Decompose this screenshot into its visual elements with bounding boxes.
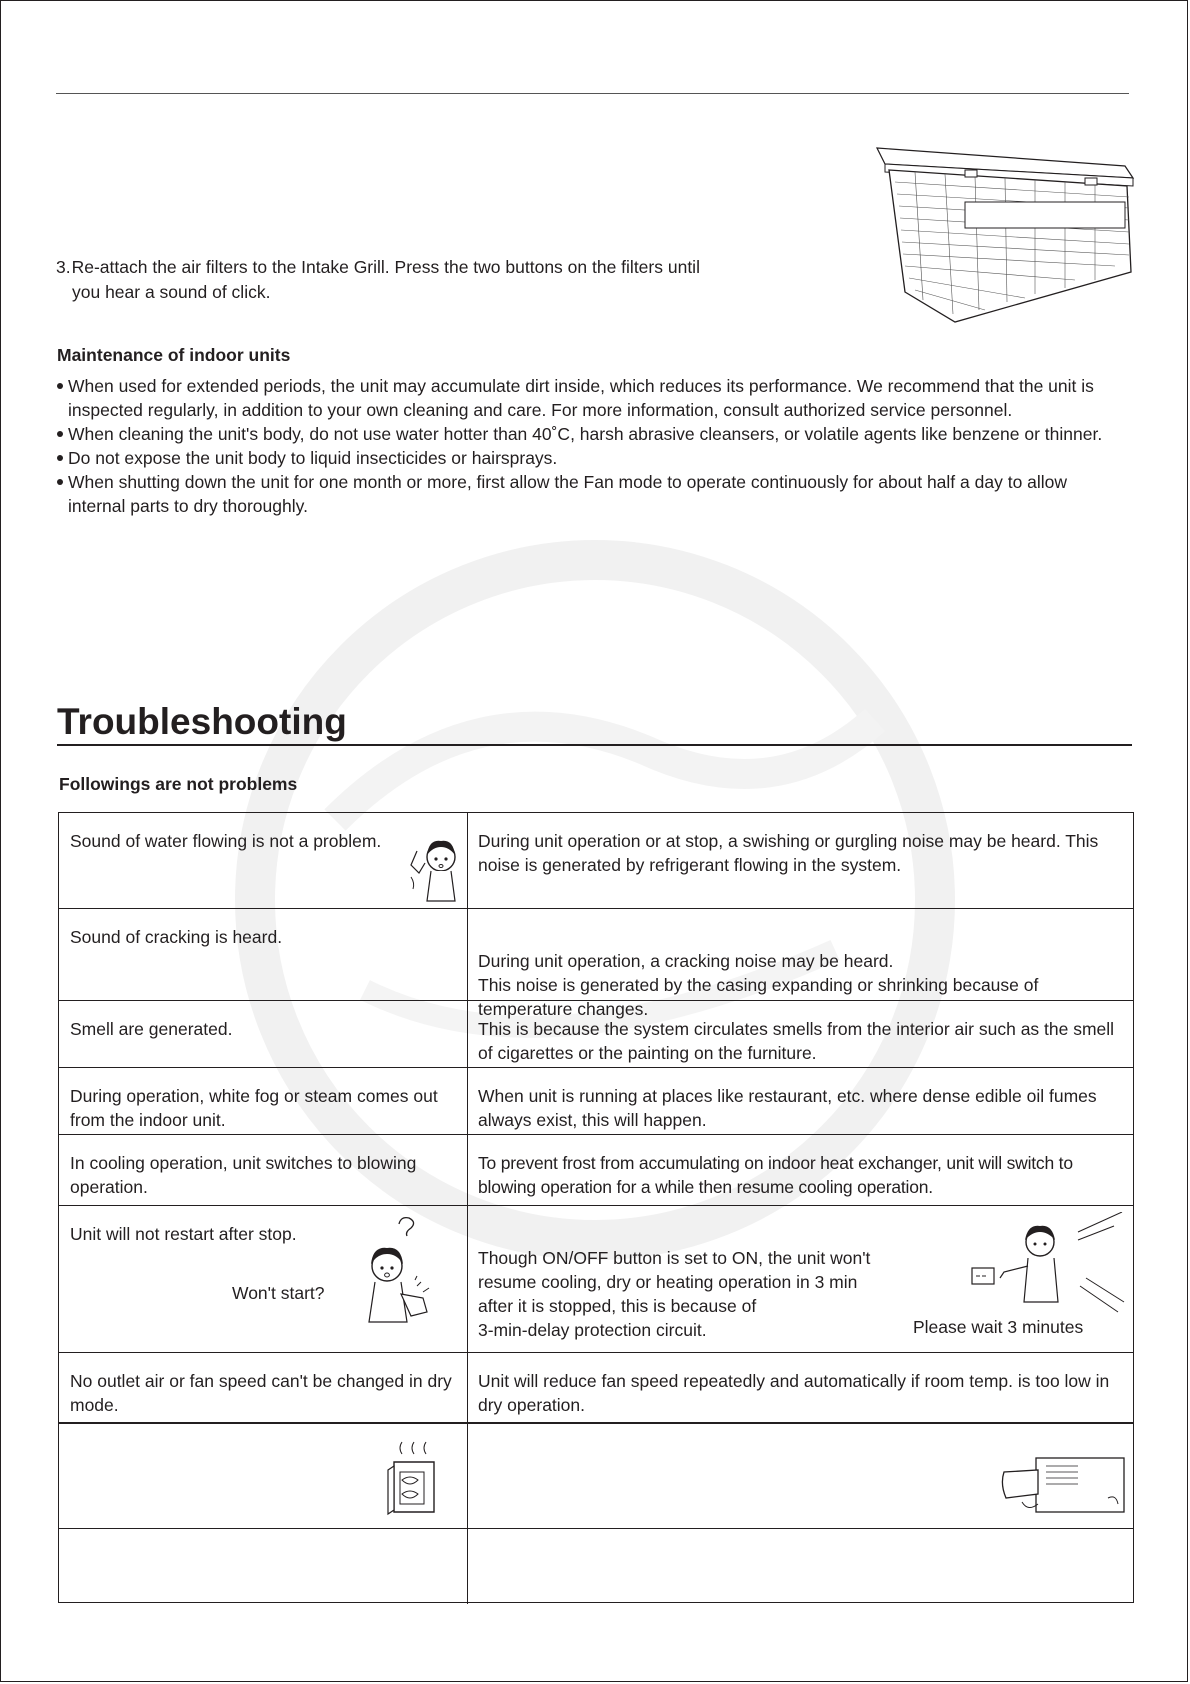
table-row xyxy=(59,1001,1133,1068)
explanation-text: When unit is running at places like restaurant, etc. where dense edible oil fumes always exist, this will happen. xyxy=(478,1086,1097,1130)
maintenance-bullet: When used for extended periods, the unit may accumulate dirt inside, which reduces its performance. We recommend that the unit is inspected regularly, in addition to your own cleaning and care. For more information, consult authorized service personnel. xyxy=(57,374,1113,422)
symptom-cell xyxy=(59,1001,468,1067)
indoor-unit-icon xyxy=(998,1454,1128,1518)
table-row xyxy=(59,1529,1133,1604)
table-row xyxy=(59,1353,1133,1423)
explanation-text: During unit operation or at stop, a swishing or gurgling noise may be heard. This noise is generated by refrigerant flowing in the system. xyxy=(478,831,1099,875)
symptom-cell xyxy=(59,1353,468,1422)
maintenance-bullet: When shutting down the unit for one month or more, first allow the Fan mode to operate continuously for about half a day to allow internal parts to dry thoroughly. xyxy=(57,470,1113,518)
explanation-cell xyxy=(468,813,1133,908)
explanation-text: To prevent frost from accumulating on indoor heat exchanger, unit will switch to blowing operation for a while then resume cooling operation. xyxy=(478,1153,1073,1197)
explanation-text: Unit will reduce fan speed repeatedly and automatically if room temp. is too low in dry operation. xyxy=(478,1371,1110,1415)
symptom-cell xyxy=(59,1424,468,1528)
explanation-text: Though ON/OFF button is set to ON, the unit won't resume cooling, dry or heating operation in 3 min after it is stopped, this is because of 3-min-delay protection circuit. xyxy=(478,1248,871,1340)
symptom-cell xyxy=(59,1206,468,1352)
steaming-unit-icon xyxy=(384,1440,444,1520)
explanation-text: This is because the system circulates smells from the interior air such as the smell of cigarettes or the painting on the furniture. xyxy=(478,1019,1115,1063)
symptom-cell xyxy=(59,909,468,1000)
troubleshooting-table xyxy=(58,812,1134,1603)
symptom-cell xyxy=(59,813,468,908)
explanation-cell xyxy=(468,909,1133,1019)
symptom-text: In cooling operation, unit switches to blowing operation. xyxy=(70,1153,417,1197)
explanation-cell xyxy=(468,1529,1133,1604)
table-row xyxy=(59,1206,1133,1353)
header-rule xyxy=(56,93,1129,94)
maintenance-bullet: Do not expose the unit body to liquid insecticides or hairsprays. xyxy=(57,446,1113,470)
table-row xyxy=(59,1423,1133,1529)
symptom-text: No outlet air or fan speed can't be changed in dry mode. xyxy=(70,1371,452,1415)
please-wait-caption: Please wait 3 minutes xyxy=(913,1317,1084,1337)
explanation-cell xyxy=(468,1206,1133,1352)
symptom-text: Unit will not restart after stop. xyxy=(70,1224,297,1244)
troubleshooting-title: Troubleshooting xyxy=(57,701,347,742)
troubleshooting-rule xyxy=(57,744,1132,746)
maintenance-bullet-list xyxy=(57,374,1113,518)
explanation-cell xyxy=(468,1424,1133,1528)
table-row xyxy=(59,813,1133,909)
wont-start-caption: Won't start? xyxy=(232,1283,325,1303)
table-row xyxy=(59,1135,1133,1206)
filter-step-3 xyxy=(56,255,818,305)
symptom-text: Sound of water flowing is not a problem. xyxy=(70,831,382,851)
symptom-text: During operation, white fog or steam comes out from the indoor unit. xyxy=(70,1086,438,1130)
symptom-cell xyxy=(59,1529,468,1604)
girl-pressing-remote-icon xyxy=(968,1212,1128,1314)
symptom-text: Smell are generated. xyxy=(70,1019,233,1039)
maintenance-bullet: When cleaning the unit's body, do not use water hotter than 40˚C, harsh abrasive cleansers, or volatile agents like benzene or thinner. xyxy=(57,422,1113,446)
symptom-text: Sound of cracking is heard. xyxy=(70,927,283,947)
table-row xyxy=(59,1068,1133,1135)
girl-listening-icon xyxy=(407,833,465,907)
step-text: Re-attach the air filters to the Intake Grill. Press the two buttons on the filters until xyxy=(71,257,700,277)
troubleshooting-subtitle: Followings are not problems xyxy=(59,774,298,794)
explanation-cell xyxy=(468,1068,1133,1134)
table-row xyxy=(59,909,1133,1019)
step-text-continuation: you hear a sound of click. xyxy=(72,282,271,302)
symptom-cell xyxy=(59,1068,468,1134)
step-number: 3. xyxy=(56,257,71,277)
explanation-cell xyxy=(468,1353,1133,1422)
explanation-cell xyxy=(468,1135,1133,1205)
maintenance-heading: Maintenance of indoor units xyxy=(57,345,291,365)
air-filter-illustration xyxy=(875,142,1135,327)
explanation-text: During unit operation, a cracking noise may be heard. This noise is generated by the casing expanding or shrinking because of temperature changes. xyxy=(478,951,1039,1019)
confused-girl-icon xyxy=(347,1214,437,1334)
explanation-cell xyxy=(468,1001,1133,1067)
symptom-cell xyxy=(59,1135,468,1205)
